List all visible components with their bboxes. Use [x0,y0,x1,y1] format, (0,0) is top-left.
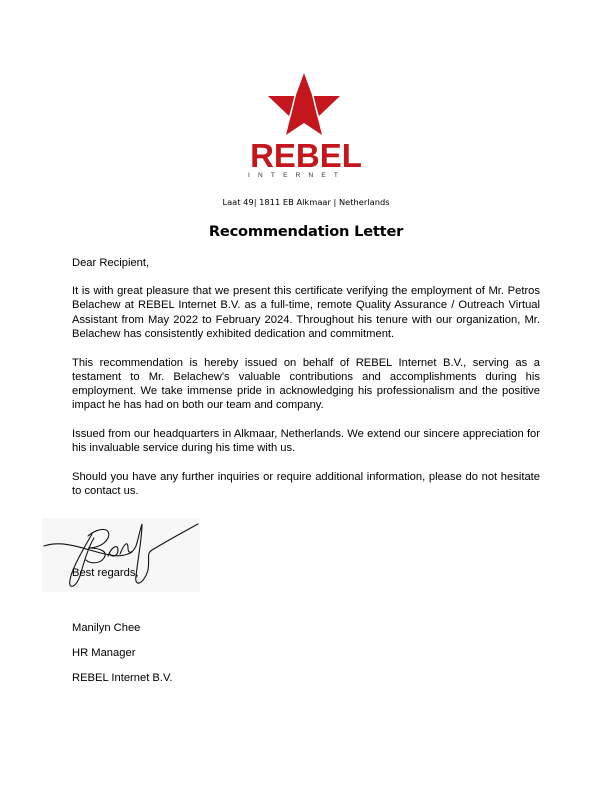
closing-text: Best regards, [72,567,139,579]
brand-subtitle: INTERNET [248,172,347,179]
paragraph-contact: Should you have any further inquiries or require additional information, please do not hesitate to contact us. [72,470,540,497]
red-star-icon [268,73,340,139]
document-title: Recommendation Letter [208,223,404,240]
paragraph-recommendation: This recommendation is hereby issued on behalf of REBEL Internet B.V., serving as a testament to Mr. Belachew's valuable contributions and accomplishments during his employment. We take immense pride in acknowledging his professionalism and the positive impact he has had on both our team and company. [72,356,540,412]
signer-block [72,616,173,691]
company-address: Laat 49| 1811 EB Alkmaar | Netherlands [222,197,390,207]
signer-name: Manilyn Chee [72,622,141,634]
paragraph-headquarters: Issued from our headquarters in Alkmaar, Netherlands. We extend our sincere appreciation for his invaluable service during his time with us. [72,427,540,455]
company-logo [0,0,612,190]
brand-name: REBEL [250,137,362,174]
signature-image [42,518,200,592]
letter-body [72,256,540,513]
handwritten-signature-icon [42,518,200,592]
signer-position: HR Manager [72,647,136,659]
greeting: Dear Recipient, [72,257,150,269]
paragraph-employment: It is with great pleasure that we present this certificate verifying the employment of Mr. Petros Belachew at REBEL Internet B.V. as a full-time, remote Quality Assurance / Outreach Virtual Assistant from May 2022 to February 2024. Throughout his tenure with our organization, Mr. Belachew has consistently exhibited dedication and commitment. [72,285,540,340]
signer-company: REBEL Internet B.V. [72,672,173,684]
